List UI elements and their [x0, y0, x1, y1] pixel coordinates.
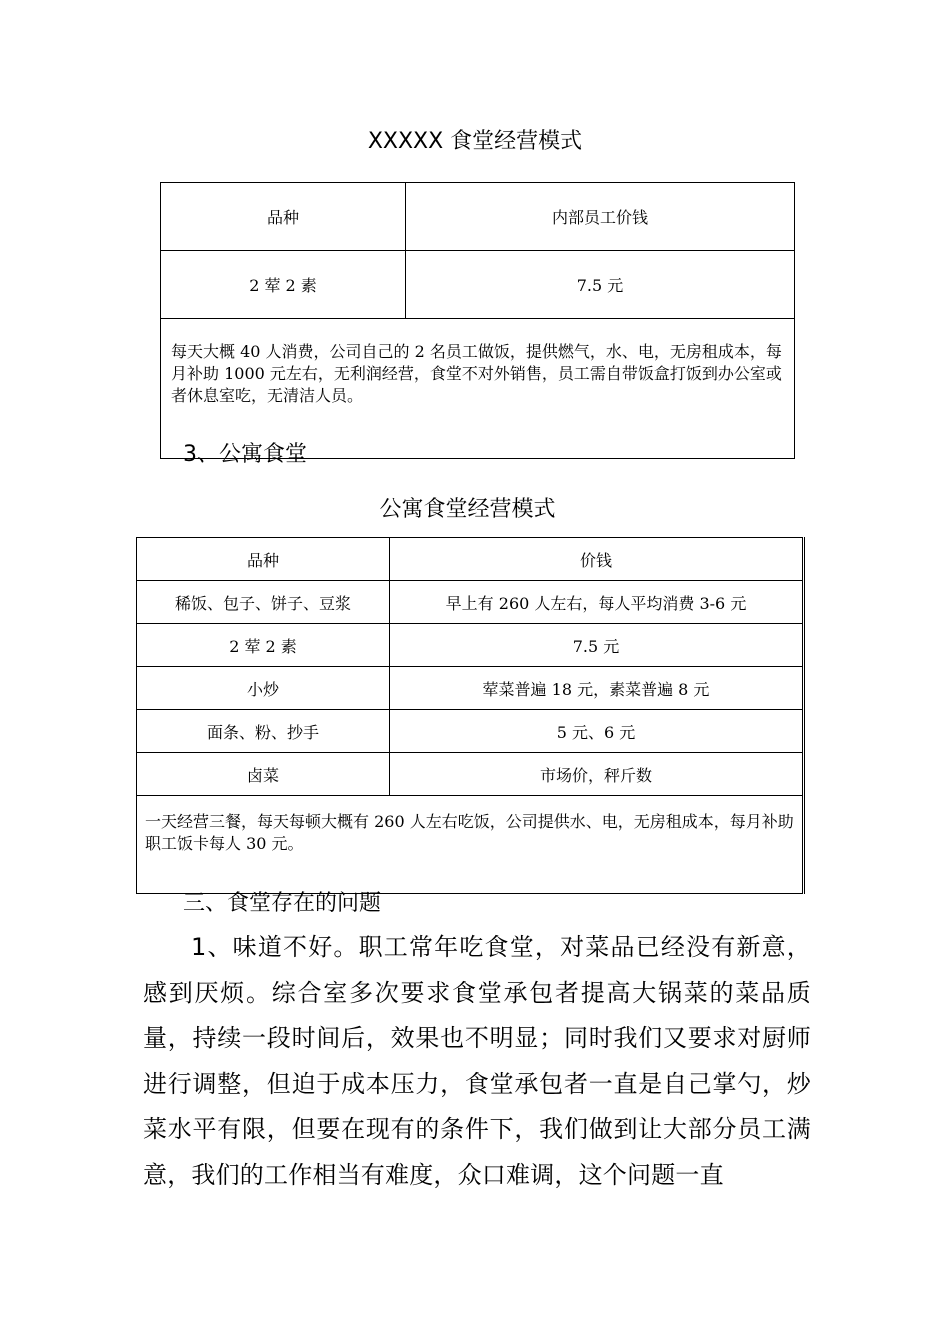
table-cell: 面条、粉、抄手: [137, 710, 390, 753]
body-paragraph: 1、味道不好。职工常年吃食堂，对菜品已经没有新意，感到厌烦。综合室多次要求食堂承包者提高大锅菜的菜品质量，持续一段时间后，效果也不明显；同时我们又要求对厨师进行调整，但迫于成本压力，食堂承包者一直是自己掌勺，炒菜水平有限，但要在现有的条件下，我们做到让大部分员工满意，我们的工作相当有难度，众口难调，这个问题一直: [143, 933, 811, 1189]
table-note: 每天大概 40 人消费，公司自己的 2 名员工做饭，提供燃气，水、电，无房租成本，每月补助 1000 元左右，无利润经营，食堂不对外销售，员工需自带饭盒打饭到办公室或者休息室吃，无清洁人员。: [161, 319, 795, 459]
subsection-heading: 3、公寓食堂: [183, 442, 307, 467]
table-cell: 7.5 元: [390, 624, 804, 667]
table-cell: 卤菜: [137, 753, 390, 796]
apartment-canteen-table: [136, 537, 805, 894]
section-heading: 三、食堂存在的问题: [183, 891, 382, 916]
table-cell: 稀饭、包子、饼子、豆浆: [137, 581, 390, 624]
header-price: 内部员工价钱: [406, 183, 795, 251]
table-row: [137, 581, 804, 624]
table-row: [137, 624, 804, 667]
table-cell: 小炒: [137, 667, 390, 710]
table2-title: 公寓食堂经营模式: [379, 497, 556, 522]
canteen-table: [160, 182, 795, 459]
header-variety: 品种: [161, 183, 406, 251]
table-header-row: [137, 538, 804, 581]
table1-title: XXXXX 食堂经营模式: [367, 129, 583, 154]
table-cell: 5 元、6 元: [390, 710, 804, 753]
table-row: [161, 251, 795, 319]
table-header-row: [161, 183, 795, 251]
table-cell: 市场价，秤斤数: [390, 753, 804, 796]
header-price: 价钱: [390, 538, 804, 581]
table-note: 一天经营三餐，每天每顿大概有 260 人左右吃饭，公司提供水、电，无房租成本，每月补助职工饭卡每人 30 元。: [137, 796, 804, 894]
table-cell: 荤菜普遍 18 元，素菜普遍 8 元: [390, 667, 804, 710]
table-row: [137, 753, 804, 796]
table-cell: 早上有 260 人左右，每人平均消费 3-6 元: [390, 581, 804, 624]
table-cell: 2 荤 2 素: [137, 624, 390, 667]
table-cell: 7.5 元: [406, 251, 795, 319]
table-note-row: [137, 796, 804, 894]
table-row: [137, 667, 804, 710]
header-variety: 品种: [137, 538, 390, 581]
table-row: [137, 710, 804, 753]
table-cell: 2 荤 2 素: [161, 251, 406, 319]
